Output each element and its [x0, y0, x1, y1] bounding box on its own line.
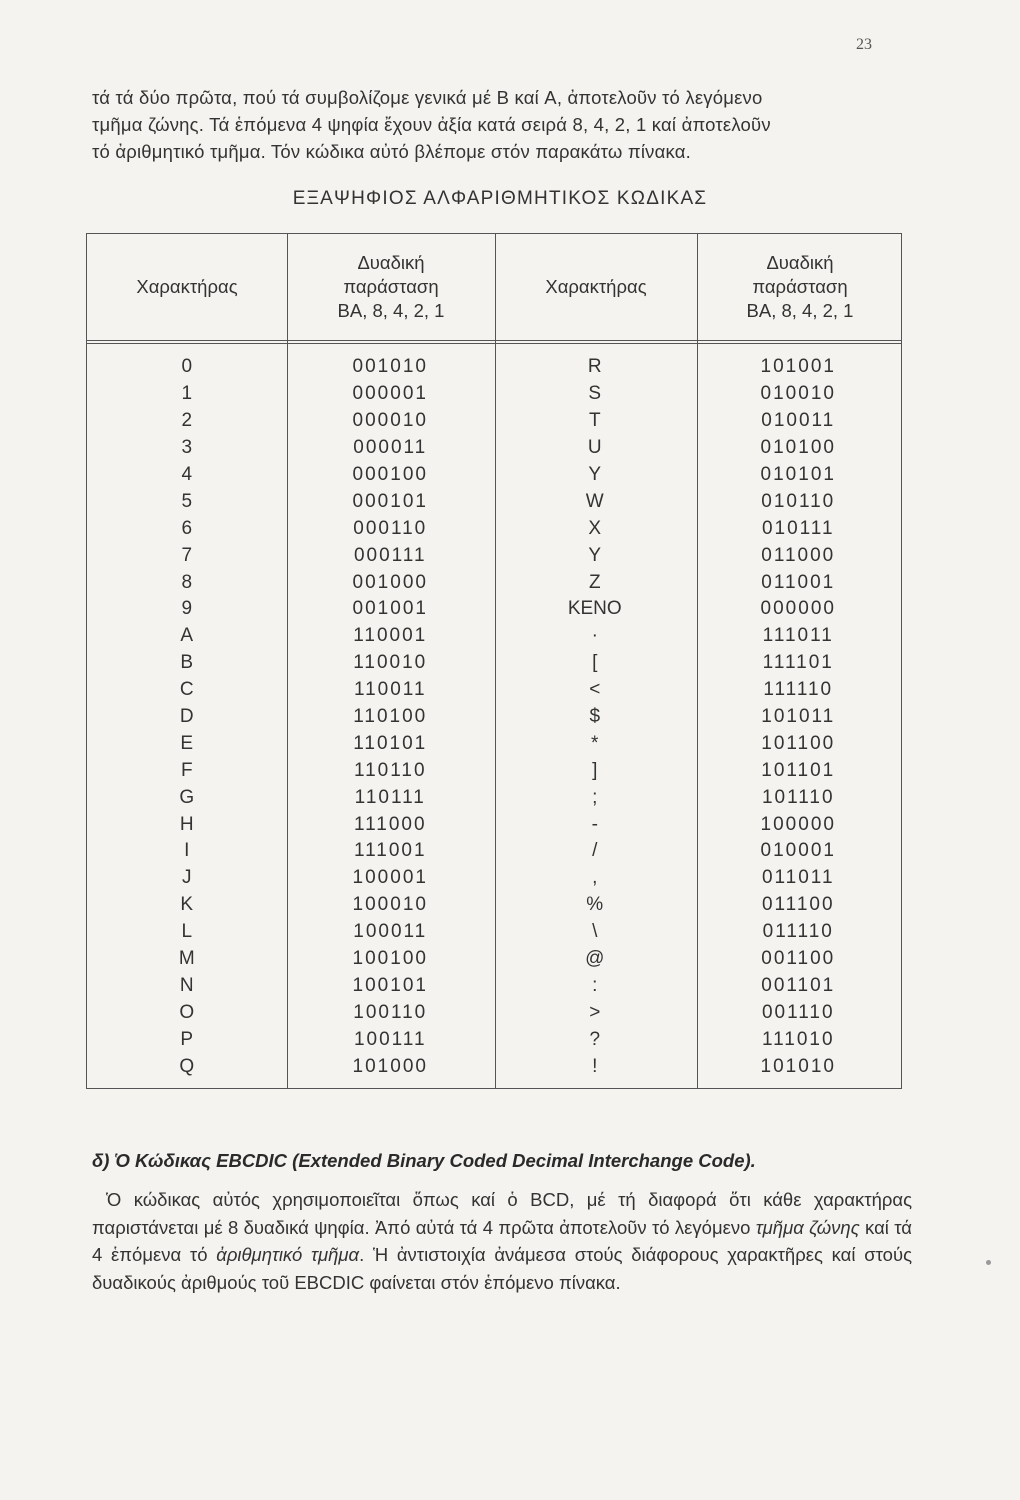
char-cell: Y — [588, 544, 602, 566]
binary-cell: 010010 — [760, 383, 836, 405]
char-cell: 3 — [181, 437, 193, 459]
binary-cell: 111010 — [761, 1028, 835, 1050]
table-row — [87, 569, 901, 596]
char-cell: ; — [592, 786, 598, 808]
section-body — [92, 1186, 912, 1296]
binary-cell: 101101 — [761, 759, 836, 781]
binary-cell: 010100 — [760, 437, 836, 459]
table-row — [87, 946, 901, 973]
table-row — [87, 919, 901, 946]
binary-cell: 010111 — [761, 517, 835, 539]
table-body — [87, 354, 901, 1080]
binary-cell: 001100 — [761, 948, 836, 970]
char-cell: 5 — [181, 490, 193, 512]
binary-cell: 010101 — [760, 464, 836, 485]
binary-cell: 100111 — [353, 1028, 427, 1050]
binary-cell: 101110 — [761, 786, 835, 808]
char-cell: O — [179, 1001, 195, 1023]
section-text: καί τά 4 ἑπόμενα τό — [92, 1216, 912, 1265]
header-char-2 — [495, 234, 697, 340]
char-cell: % — [586, 894, 604, 916]
char-cell: T — [588, 410, 601, 432]
intro-line: τό ἀριθμητικό τμῆμα. Τόν κώδικα αὐτό βλέπομε στόν παρακάτω πίνακα. — [92, 141, 691, 162]
binary-cell: 101011 — [761, 706, 836, 728]
binary-cell: 000010 — [352, 410, 428, 432]
section-text: Ὁ κώδικας αὐτός χρησιμοποιεῖται ὅπως καί ὁ BCD, μέ τή διαφορά ὅτι κάθε χαρακτήρας παριστάνεται μέ 8 δυαδικά ψηφία. Ἀπό αὐτά τά 4 πρῶτα ἀποτελοῦν τό λεγόμενο — [92, 1189, 912, 1238]
binary-cell: 011001 — [761, 571, 836, 593]
margin-dot — [986, 1260, 991, 1265]
binary-cell: 100110 — [353, 1001, 428, 1023]
table-row — [87, 838, 901, 865]
char-cell: X — [588, 517, 602, 539]
table-row — [87, 488, 901, 515]
char-cell: ! — [592, 1055, 598, 1077]
char-cell: H — [179, 813, 194, 835]
char-cell: 0 — [181, 356, 193, 378]
binary-cell: 110001 — [353, 625, 428, 647]
binary-cell: 100101 — [352, 974, 428, 996]
binary-cell: 011100 — [761, 894, 835, 916]
binary-cell: 111110 — [763, 679, 834, 701]
table-row — [87, 811, 901, 838]
char-cell: L — [181, 921, 193, 943]
char-cell: · — [591, 625, 598, 647]
table-row — [87, 1026, 901, 1053]
char-cell: [ — [592, 652, 598, 674]
char-cell: KENO — [567, 598, 622, 620]
binary-cell: 101100 — [761, 732, 836, 754]
binary-cell: 110100 — [353, 706, 428, 728]
binary-cell: 001110 — [761, 1001, 835, 1023]
binary-cell: 000001 — [352, 383, 428, 405]
table-row — [87, 784, 901, 811]
table-row — [87, 704, 901, 731]
char-cell: - — [591, 813, 598, 835]
table-row — [87, 623, 901, 650]
binary-cell: 011110 — [762, 921, 834, 943]
header-char-label: Χαρακτήρας — [136, 276, 238, 297]
char-cell: Y — [588, 464, 602, 485]
char-cell: W — [585, 490, 604, 512]
section-text: . Ἡ ἀντιστοιχία ἀνάμεσα στούς διάφορους χαρακτῆρες καί στούς δυαδικούς ἀριθμούς τοῦ EBCDIC φαίνεται στόν ἑπόμενο πίνακα. — [92, 1244, 912, 1293]
binary-cell: 110101 — [353, 732, 428, 754]
page-number: 23 — [856, 36, 872, 53]
header-char-label: Χαρακτήρας — [545, 276, 647, 297]
char-cell: / — [592, 840, 598, 862]
char-cell: R — [587, 356, 602, 378]
binary-cell: 100000 — [760, 813, 836, 835]
char-cell: 1 — [181, 383, 193, 405]
binary-cell: 000100 — [352, 464, 428, 485]
table-row — [87, 408, 901, 435]
char-cell: B — [180, 652, 194, 674]
char-cell: @ — [585, 948, 605, 970]
char-cell: $ — [589, 706, 601, 728]
binary-cell: 110011 — [353, 679, 427, 701]
char-cell: 4 — [181, 464, 193, 485]
binary-cell: 100011 — [353, 921, 428, 943]
binary-cell: 000101 — [352, 490, 428, 512]
char-cell: G — [179, 786, 195, 808]
table-row — [87, 999, 901, 1026]
char-cell: U — [587, 437, 602, 459]
table-row — [87, 757, 901, 784]
binary-cell: 110110 — [353, 759, 427, 781]
char-cell: 8 — [181, 571, 193, 593]
binary-cell: 011000 — [761, 544, 836, 566]
table-row — [87, 596, 901, 623]
char-cell: K — [180, 894, 194, 916]
binary-cell: 010110 — [761, 490, 836, 512]
table-row — [87, 892, 901, 919]
intro-paragraph — [92, 84, 912, 165]
header-divider — [87, 340, 901, 344]
binary-cell: 111011 — [762, 625, 834, 647]
binary-cell: 001101 — [761, 974, 836, 996]
binary-cell: 111101 — [762, 652, 834, 674]
binary-cell: 000011 — [353, 437, 428, 459]
table-row — [87, 381, 901, 408]
table-row — [87, 515, 901, 542]
binary-cell: 000111 — [353, 544, 427, 566]
char-cell: 2 — [181, 410, 193, 432]
char-cell: I — [184, 840, 190, 862]
table-row — [87, 354, 901, 381]
header-binary-line1: Δυαδική — [766, 252, 834, 273]
binary-cell: 010011 — [761, 410, 836, 432]
header-binary-2 — [697, 234, 903, 340]
table-row — [87, 650, 901, 677]
header-binary-line2: παράσταση — [343, 276, 439, 297]
table-row — [87, 677, 901, 704]
char-cell: E — [180, 732, 194, 754]
numeric-term: ἀριθμητικό τμῆμα — [216, 1244, 360, 1265]
header-binary-line1: Δυαδική — [357, 252, 425, 273]
char-cell: * — [591, 732, 599, 754]
char-cell: P — [180, 1028, 194, 1050]
binary-cell: 100100 — [352, 948, 428, 970]
char-cell: M — [178, 948, 195, 970]
binary-cell: 101010 — [760, 1055, 836, 1077]
binary-cell: 101000 — [352, 1055, 428, 1077]
char-cell: F — [180, 759, 193, 781]
intro-line: τμῆμα ζώνης. Τά ἑπόμενα 4 ψηφία ἔχουν ἀξία κατά σειρά 8, 4, 2, 1 καί ἀποτελοῦν — [92, 114, 771, 135]
table-row — [87, 542, 901, 569]
binary-cell: 100001 — [352, 867, 428, 889]
table-row — [87, 865, 901, 892]
header-binary-line2: παράσταση — [752, 276, 848, 297]
char-cell: \ — [592, 921, 598, 943]
char-cell: , — [592, 867, 598, 889]
char-cell: J — [182, 867, 192, 889]
char-cell: < — [589, 679, 601, 701]
table-row — [87, 462, 901, 489]
code-table — [86, 233, 902, 1089]
header-char-1 — [87, 234, 287, 340]
table-title: ΕΞΑΨΗΦΙΟΣ ΑΛΦΑΡΙΘΜΗΤΙΚΟΣ ΚΩΔΙΚΑΣ — [292, 188, 708, 209]
section-heading: δ) Ὁ Κώδικας EBCDIC (Extended Binary Coded Decimal Interchange Code). — [92, 1150, 756, 1171]
table-row — [87, 730, 901, 757]
binary-cell: 110010 — [353, 652, 428, 674]
intro-line: τά τά δύο πρῶτα, πού τά συμβολίζομε γενικά μέ B καί A, ἀποτελοῦν τό λεγόμενο — [92, 87, 763, 108]
char-cell: D — [179, 706, 194, 728]
binary-cell: 011011 — [761, 867, 835, 889]
char-cell: Z — [588, 571, 601, 593]
char-cell: S — [588, 383, 602, 405]
binary-cell: 001010 — [352, 356, 428, 378]
header-binary-1 — [287, 234, 495, 340]
binary-cell: 000000 — [760, 598, 836, 620]
header-binary-line3: BA, 8, 4, 2, 1 — [337, 300, 445, 321]
ebcdic-section — [92, 1150, 912, 1296]
binary-cell: 001000 — [352, 571, 428, 593]
char-cell: ] — [592, 759, 598, 781]
zone-term: τμῆμα ζώνης — [755, 1216, 860, 1238]
char-cell: 9 — [181, 598, 193, 620]
char-cell: 6 — [181, 517, 193, 539]
char-cell: C — [179, 679, 194, 701]
binary-cell: 000110 — [353, 517, 428, 539]
binary-cell: 111001 — [353, 840, 427, 862]
table-row — [87, 1053, 901, 1080]
char-cell: ? — [589, 1028, 601, 1050]
table-row — [87, 972, 901, 999]
char-cell: 7 — [181, 544, 193, 566]
char-cell: A — [180, 625, 194, 647]
char-cell: > — [589, 1001, 601, 1023]
binary-cell: 101001 — [760, 356, 836, 378]
header-binary-line3: BA, 8, 4, 2, 1 — [746, 300, 854, 321]
binary-cell: 100010 — [352, 894, 428, 916]
binary-cell: 110111 — [354, 786, 426, 808]
char-cell: : — [592, 974, 598, 996]
binary-cell: 111000 — [353, 813, 427, 835]
binary-cell: 001001 — [352, 598, 428, 620]
binary-cell: 010001 — [760, 840, 836, 862]
char-cell: Q — [179, 1055, 195, 1077]
table-row — [87, 435, 901, 462]
char-cell: N — [179, 974, 194, 996]
